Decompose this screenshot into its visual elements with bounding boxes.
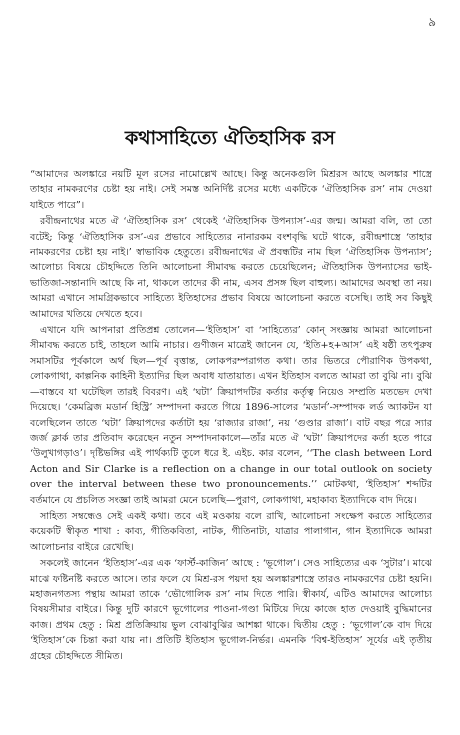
chapter-title: কথাসাহিত্যে ঐতিহাসিক রস <box>125 127 335 149</box>
body-paragraph: রবীন্দ্রনাথের মতে ঐ ‘ঐতিহাসিক রস’ থেকেই ‘ঐতিহাসিক উপন্যাস’-এর জন্ম। আমরা বলি, তা তো বটেই; কিন্তু ‘ঐতিহাসিক রস’-এর প্রভাবে সাহিত্যের নানারকম বংশবৃদ্ধি ঘটে থাকে, রবীন্দ্রশাস্ত্রে ‘তাহার নামকরণের চেষ্টা হয় নাই।’ স্বাভাবিক হেতুতে। রবীন্দ্রনাথের ঐ প্রবন্ধটির নাম ছিল ‘ঐতিহাসিক উপন্যাস’; আলোচ্য বিষয়ে চৌহদ্দিতে তিনি আলোচনা সীমাবদ্ধ করতে চেয়েছিলেন; ঐতিহাসিক উপন্যাসের ভাই-ভাতিজা-সন্তানাদি আছে কি না, থাকলে তাদের কী নাম, এসব প্রসঙ্গ ছিল বাহুল্য। আমাদের অবস্থা তা নয়। আমরা এখানে সামগ্রিকভাবে সাহিত্যে ইতিহাসের প্রভাব বিষয়ে আলোচনা করতে বসেছি। তাই সব কিছুই আমাদের খতিয়ে দেখতে হবে। <box>30 216 432 320</box>
body-paragraph: সকলেই জানেন ‘ইতিহাস’-এর এক ‘ফার্স্ট-কাজিন’ আছে : ‘ভূগোল’। সেও সাহিত্যের এক ‘সুটার’। মাঝে মাঝে ফষ্টিনষ্টি করতে আসে। তার ফলে যে মিশ্র-রস পয়দা হয় অলঙ্কারশাস্ত্রে তারও নামকরণের চেষ্টা হয়নি। মহাজনগতস্য পন্থায় আমরা তাকে ‘ভৌগোলিক রস’ নাম দিতে পারি। স্বীকার্য, এটিও আমাদের আলোচ্য বিষয়সীমার বাইরে। কিন্তু দুটি কারণে ভূগোলের পাওনা-গণ্ডা মিটিয়ে দিয়ে কাজে হাত দেওয়াই বুদ্ধিমানের কাজ। প্রথম হেতু : মিশ্র প্রতিক্রিয়ায় ভুল বোঝাবুঝির আশঙ্কা থাকে। দ্বিতীয় হেতু : ‘ভূগোল’কে বাদ দিয়ে ‘ইতিহাস’কে চিন্তা করা যায় না। প্রতিটি ইতিহাস ভূগোল-নির্ভর। এমনকি ‘বিশ্ব-ইতিহাস’ সূর্যের এই তৃতীয় গ্রহের চৌহদ্দিতে সীমিত। <box>30 558 432 662</box>
body-paragraph: সাহিত্য সম্বন্ধেও সেই একই কথা। তবে এই মওকায় বলে রাখি, আলোচনা সংক্ষেপ করতে সাহিত্যের কয়েকটি স্বীকৃত শাখা : কাব্য, গীতিকবিতা, নাটক, গীতিনাট্য, যাত্রার পালাগান, গান ইত্যাদিকে আমরা আলোচনার বাইরে রেখেছি। <box>30 510 432 553</box>
opening-quote-paragraph: “আমাদের অলঙ্কারে নয়টি মূল রসের নামোল্লেখ আছে। কিন্তু অনেকগুলি মিশ্ররস আছে অলঙ্কার শাস্ত্রে তাহার নামকরণের চেষ্টা হয় নাই। সেই সমস্ত অনির্দিষ্ট রসের মধ্যে একটিকে ‘ঐতিহাসিক রস’ নাম দেওয়া যাইতে পারে”। <box>30 169 432 211</box>
body-paragraph: এখানে যদি আপনারা প্রতিপ্রশ্ন তোলেন—‘ইতিহাস’ বা ‘সাহিত্যের’ কোন্ সংজ্ঞায় আমরা আলোচনা সীমাবদ্ধ করতে চাই, তাহলে আমি নাচার। গুণীজন মাত্রেই জানেন যে, ‘ইতি+হ+আস’ এই ষষ্ঠী তৎপুরুষ সমাসটির পূর্বকালে অর্থ ছিল—পূর্ব বৃত্তান্ত, লোকপরম্পরাগত কথা। তার ভিতরে পৌরাণিক উপকথা, লোকগাথা, কাল্পনিক কাহিনী ইত্যাদির ছিল অবাধ যাতায়াত। এখন ইতিহাস বলতে আমরা তা বুঝি না। বুঝি—বাস্তবে যা ঘটেছিল তারই বিবরণ। এই ‘ঘটা’ ক্রিয়াপদটির কর্তার কর্তৃত্ব নিয়েও সম্প্রতি মতভেদ দেখা দিয়েছে। ‘কেমব্রিজ মডার্ন হিস্ট্রি’ সম্পাদনা করতে গিয়ে 1896-সালের ‘মডার্ন’-সম্পাদক লর্ড অ্যাকটন যা বলেছিলেন তাতে ‘ঘটা’ ক্রিয়াপদের কর্তাটা হয় ‘রাজ্যার রাজা’, নয় ‘গুণ্ডার রাজা’। বাট বছর পরে স্যার জর্জ ক্লার্ক তার প্রতিবাদ করেছেন নতুন সম্পাদনাকালে—তাঁর মতে ঐ ‘ঘটা’ ক্রিয়াপদের কর্তা হতে পারে ‘উলুখাগড়াও’। দৃষ্টিভঙ্গির এই পার্থক্যটি তুলে ধরে ই. এইচ. কার বলেন, ‘‘The clash between Lord Acton and Sir Clarke is a reflection on a change in our total outlook on society over the interval between these two pronouncements.’’ মোটকথা, ‘ইতিহাস’ শব্দটির বর্তমানে যে প্রচলিত সংজ্ঞা তাই আমরা মেনে চলেছি—পুরাণ, লোকগাথা, মহাকাব্য ইত্যাদিকে বাদ দিয়ে। <box>30 325 432 506</box>
chapter-body <box>30 167 432 665</box>
page-number: ৯ <box>428 15 436 29</box>
